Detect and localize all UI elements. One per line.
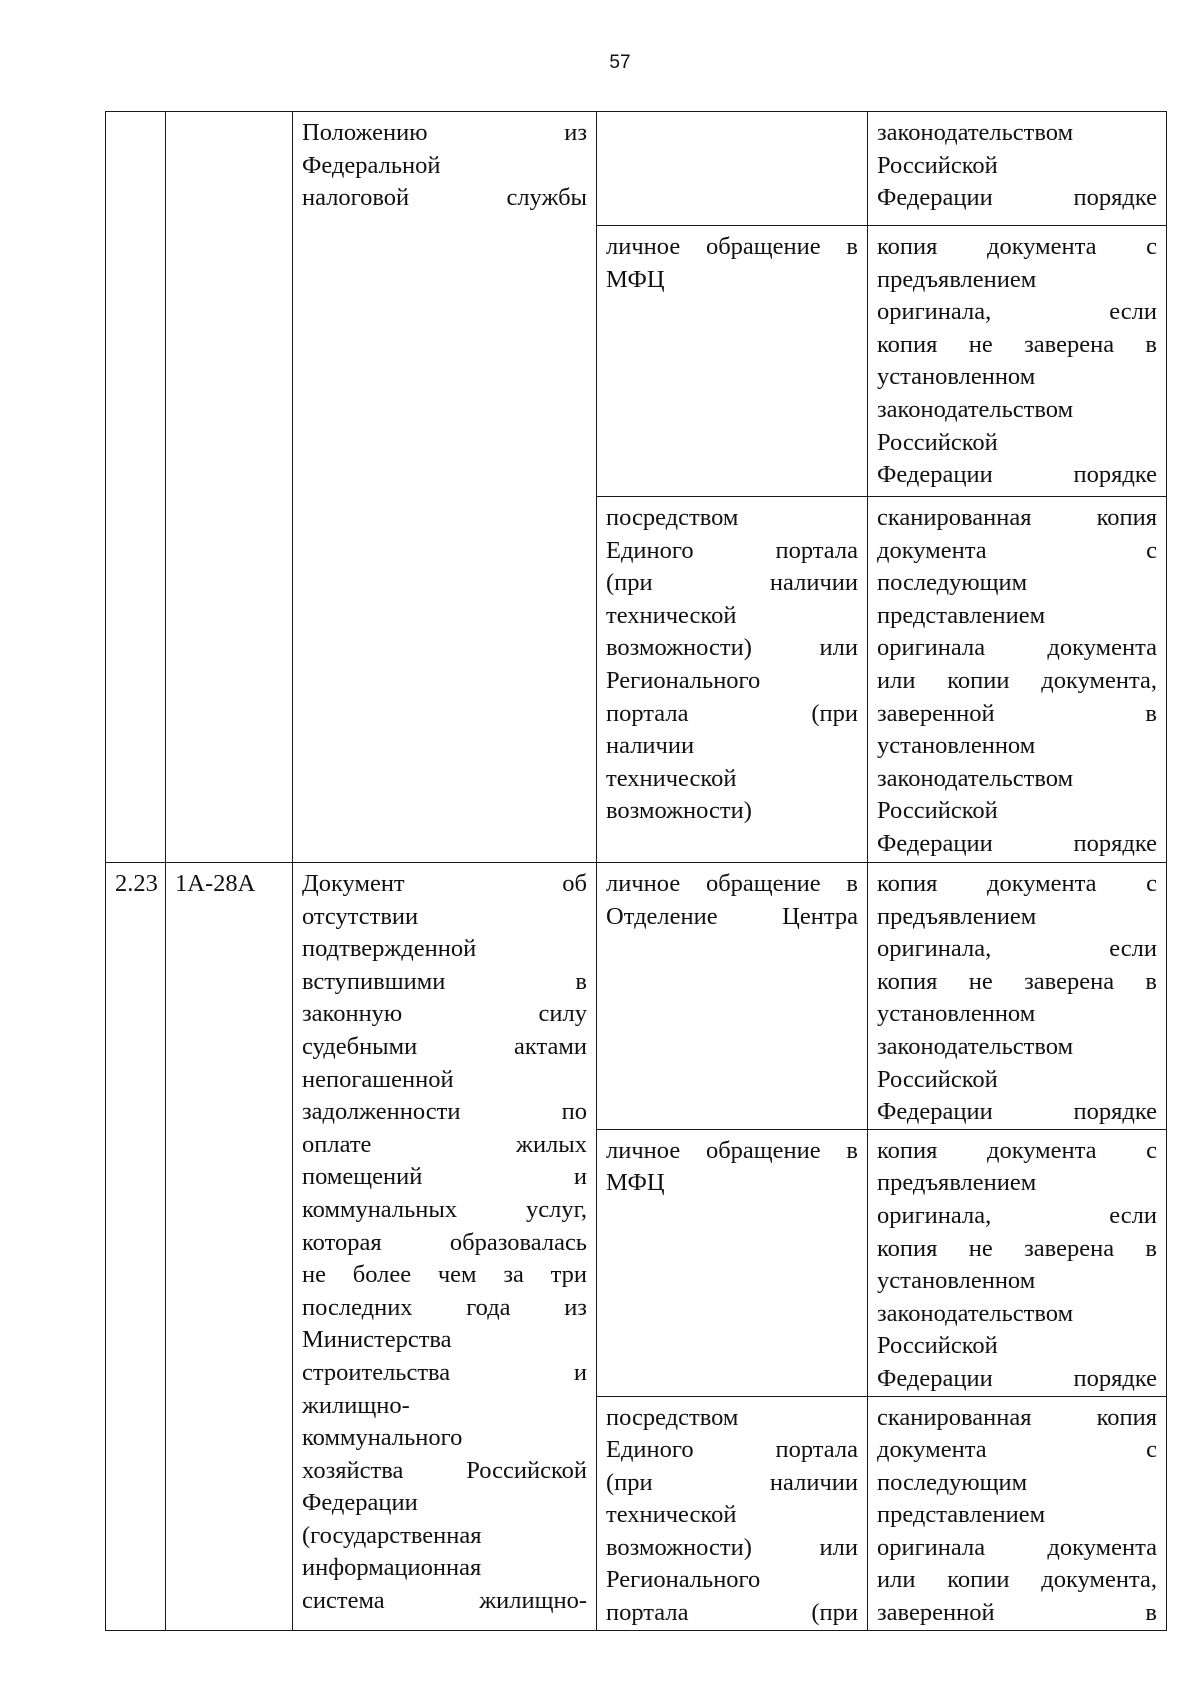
text-line: Единого портала <box>606 1436 858 1464</box>
text-line: законодательством <box>877 395 1074 423</box>
document-form-cell <box>868 112 1167 226</box>
text-line: предъявлением <box>877 902 1037 930</box>
text-line: оригинала, если <box>877 298 1157 326</box>
text-line: коммунальных услуг, <box>302 1195 587 1223</box>
text-line: Федерации порядке <box>877 1098 1157 1126</box>
receipt-method-cell <box>597 497 868 863</box>
text-line: документа с <box>877 536 1157 564</box>
document-name-cell <box>293 863 597 1631</box>
text-line: Российской <box>877 151 998 179</box>
text-line: технической <box>606 1501 737 1529</box>
text-line: Федерации порядке <box>877 1364 1157 1392</box>
text-line: строительства и <box>302 1358 587 1386</box>
text-line: Единого портала <box>606 536 858 564</box>
text-line: возможности) или <box>606 634 858 662</box>
text-line: (при наличии <box>606 1468 858 1496</box>
text-line: установленном <box>877 363 1036 391</box>
page-number: 57 <box>609 52 631 73</box>
text-line: последних года из <box>302 1293 587 1321</box>
text-line: сканированная копия <box>877 504 1157 531</box>
text-line: Федеральной <box>302 151 441 179</box>
text-line: представлением <box>877 601 1046 629</box>
text-line: коммунального <box>302 1424 463 1452</box>
text-line: Российской <box>877 1332 998 1360</box>
text-line: представлением <box>877 1501 1046 1529</box>
text-line: законодательством <box>877 1032 1074 1060</box>
text-line: налоговой службы <box>302 184 587 212</box>
text-line: задолженности по <box>302 1098 587 1126</box>
text-line: документа с <box>877 1436 1157 1464</box>
text-line: которая образовалась <box>302 1228 587 1256</box>
text-line: Регионального <box>606 1566 761 1594</box>
text-line: Регионального <box>606 666 761 694</box>
receipt-method-cell <box>597 1396 868 1630</box>
text-line: возможности) или <box>606 1533 858 1561</box>
text-line: сканированная копия <box>877 1403 1157 1431</box>
document-form-cell <box>868 497 1167 863</box>
text-line: посредством <box>606 1403 739 1431</box>
text-line: оригинала документа <box>877 634 1157 662</box>
receipt-method-cell <box>597 226 868 497</box>
text-line: или копии документа, <box>877 666 1157 694</box>
text-line: подтвержденной <box>302 935 477 963</box>
row-code-cell: 1А-28А <box>166 863 293 1631</box>
text-line: копия не заверена в <box>877 330 1157 358</box>
text-line: копия не заверена в <box>877 1234 1157 1262</box>
row-number-cell: 2.23 <box>106 863 166 1631</box>
text-line: или копии документа, <box>877 1566 1157 1594</box>
text-line: последующим <box>877 569 1028 597</box>
text-line: копия не заверена в <box>877 967 1157 995</box>
text-line: оригинала, если <box>877 935 1157 963</box>
text-line: предъявлением <box>877 1169 1037 1197</box>
text-line: Российской <box>877 1065 998 1093</box>
text-line: судебными актами <box>302 1032 587 1060</box>
text-line: Положению из <box>302 119 587 146</box>
text-line: (государственная <box>302 1521 482 1549</box>
table-row <box>106 863 1167 1130</box>
text-line: личное обращение в <box>606 1136 858 1164</box>
document-form-cell <box>868 226 1167 497</box>
document-form-cell <box>868 1396 1167 1630</box>
document-table <box>105 111 1167 1631</box>
text-line: система жилищно- <box>302 1587 587 1615</box>
text-line: личное обращение в <box>606 233 858 260</box>
text-line: установленном <box>877 1000 1036 1028</box>
text-line: МФЦ <box>606 265 665 293</box>
row-code-cell <box>166 112 293 863</box>
text-line: хозяйства Российской <box>302 1456 587 1484</box>
text-line: оплате жилых <box>302 1130 587 1158</box>
table-row <box>106 112 1167 226</box>
text-line: заверенной в <box>877 699 1157 727</box>
text-line: не более чем за три <box>302 1261 587 1289</box>
text-line: наличии <box>606 732 695 760</box>
text-line: технической <box>606 601 737 629</box>
text-line: заверенной в <box>877 1599 1157 1627</box>
text-line: Отделение Центра <box>606 902 858 930</box>
text-line: МФЦ <box>606 1169 665 1197</box>
text-line: Федерации порядке <box>877 461 1157 489</box>
text-line: вступившими в <box>302 967 587 995</box>
text-line: Федерации порядке <box>877 829 1157 857</box>
row-number-cell <box>106 112 166 863</box>
text-line: последующим <box>877 1468 1028 1496</box>
text-line: законодательством <box>877 1299 1074 1327</box>
text-line: помещений и <box>302 1163 587 1191</box>
text-line: Российской <box>877 428 998 456</box>
text-line: установленном <box>877 732 1036 760</box>
text-line: оригинала документа <box>877 1533 1157 1561</box>
text-line: жилищно- <box>302 1391 410 1419</box>
document-form-cell <box>868 1129 1167 1396</box>
document-name-cell <box>293 112 597 863</box>
text-line: копия документа с <box>877 233 1157 260</box>
text-line: портала (при <box>606 699 858 727</box>
receipt-method-cell <box>597 112 868 226</box>
text-line: законодательством <box>877 119 1074 146</box>
text-line: оригинала, если <box>877 1201 1157 1229</box>
text-line: технической <box>606 764 737 792</box>
text-line: непогашенной <box>302 1065 454 1093</box>
text-line: законодательством <box>877 764 1074 792</box>
text-line: предъявлением <box>877 265 1037 293</box>
text-line: Российской <box>877 797 998 825</box>
receipt-method-cell <box>597 863 868 1130</box>
text-line: (при наличии <box>606 569 858 597</box>
text-line: портала (при <box>606 1599 858 1627</box>
text-line: Министерства <box>302 1326 452 1354</box>
text-line: копия документа с <box>877 870 1157 897</box>
text-line: установленном <box>877 1267 1036 1295</box>
text-line: Федерации <box>302 1489 418 1517</box>
text-line: Документ об <box>302 870 587 897</box>
text-line: информационная <box>302 1554 482 1582</box>
text-line: Федерации порядке <box>877 184 1157 212</box>
text-line: копия документа с <box>877 1136 1157 1164</box>
document-form-cell <box>868 863 1167 1130</box>
text-line: возможности) <box>606 797 752 825</box>
text-line: личное обращение в <box>606 870 858 897</box>
text-line: законную силу <box>302 1000 587 1028</box>
text-line: отсутствии <box>302 902 419 930</box>
text-line: посредством <box>606 504 739 531</box>
receipt-method-cell <box>597 1129 868 1396</box>
